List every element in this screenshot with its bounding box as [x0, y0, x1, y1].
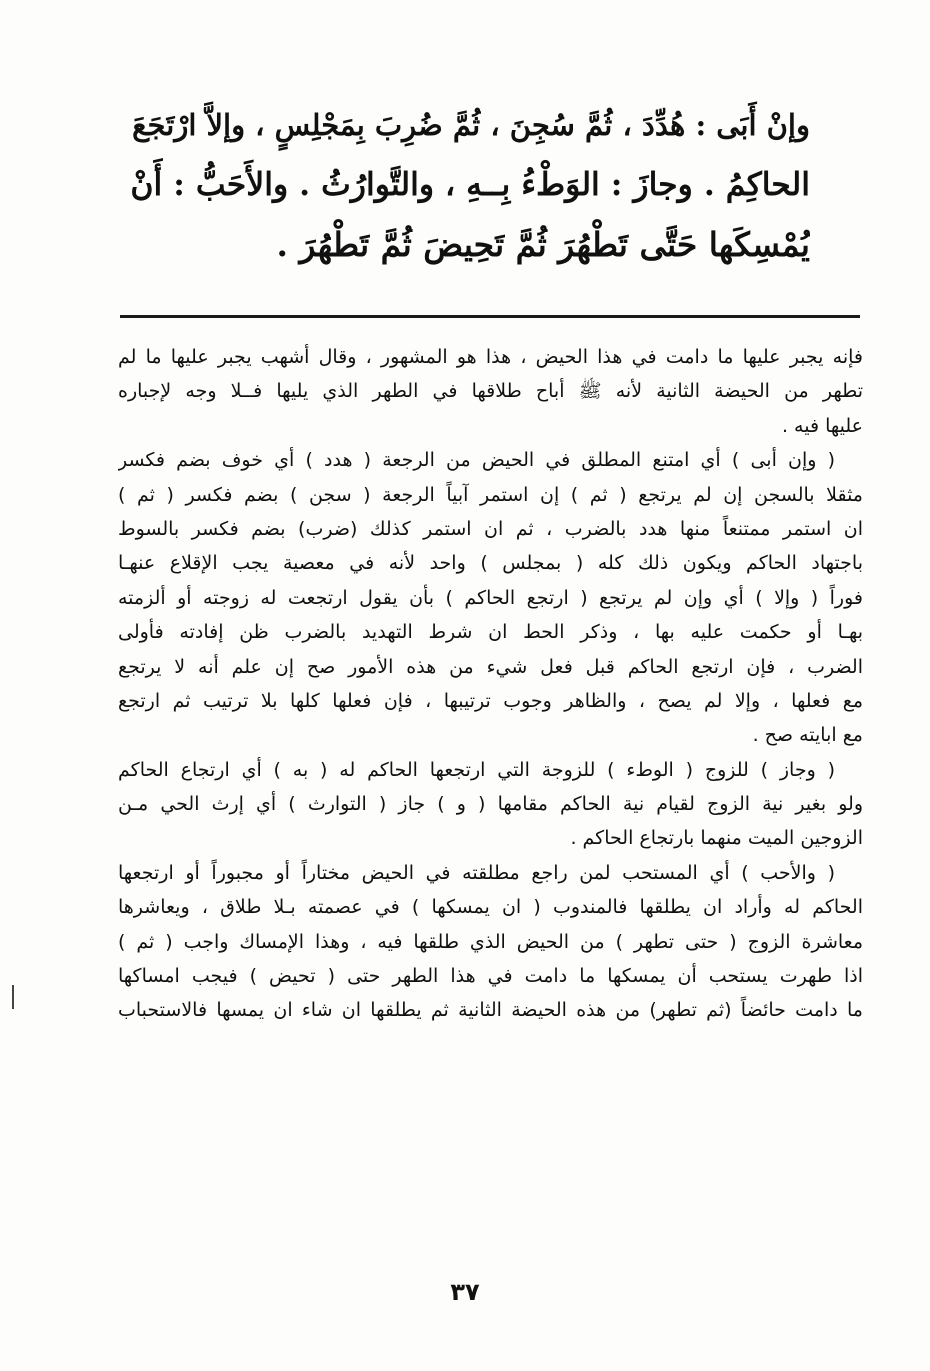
margin-mark — [12, 985, 14, 1009]
page-number: ٣٧ — [450, 1278, 480, 1306]
commentary-text-block — [118, 340, 863, 1028]
commentary-line: باجتهاد الحاكم ويكون ذلك كله ( بمجلس ) واحد لأنه في معصية يجب الإقلاع عنهـا — [118, 552, 863, 575]
separator-rule — [120, 315, 860, 318]
commentary-line: عليها فيه . — [781, 414, 863, 437]
commentary-line: تطهر من الحيضة الثانية لأنه ﷺ أباح طلاقها في الطهر الذي يليها فــلا وجه لإجباره — [118, 380, 863, 403]
commentary-line: ( وجاز ) للزوج ( الوطء ) للزوجة التي ارتجعها الحاكم له ( به ) أي ارتجاع الحاكم — [118, 758, 835, 781]
commentary-line: مثقلا بالسجن إن لم يرتجع ( ثم ) إن استمر آبياً الرجعة ( سجن ) بضم فكسر ( ثم ) — [118, 483, 863, 506]
commentary-line: ( وإن أبى ) أي امتنع المطلق في الحيض من الرجعة ( هدد ) أي خوف بضم فكسر — [118, 449, 835, 472]
commentary-line: الزوجين الميت منهما بارتجاع الحاكم . — [570, 827, 863, 850]
commentary-line: ما دامت حائضاً (ثم تطهر) من هذه الحيضة الثانية ثم يطلقها ان شاء ان يمسها فالاستحباب — [118, 999, 863, 1022]
commentary-line: اذا طهرت يستحب أن يمسكها ما دامت في هذا الطهر حتى ( تحيض ) فيجب امساكها — [118, 965, 863, 988]
commentary-line: مع ابايته صح . — [752, 724, 863, 747]
commentary-line: معاشرة الزوج ( حتى تطهر ) من الحيض الذي طلقها فيه ، وهذا الإمساك واجب ( ثم ) — [118, 930, 863, 953]
commentary-line: الحاكم له وأراد ان يطلقها فالمندوب ( ان يمسكها ) في عصمته بـلا طلاق ، ويعاشرها — [118, 896, 863, 919]
commentary-line: ( والأحب ) أي المستحب لمن راجع مطلقته في الحيض مختاراً أو مجبوراً أو ارتجعها — [118, 861, 835, 884]
matn-line: وإنْ أَبَى : هُدِّدَ ، ثُمَّ سُجِنَ ، ثُمَّ ضُرِبَ بِمَجْلِسٍ ، وإلاَّ ارْتَجَعَ — [132, 108, 810, 142]
commentary-line: مع فعلها ، وإلا لم يصح ، والظاهر وجوب ترتيبها ، فإن فعلها كلها بلا ترتيب ثم ارتجع — [118, 689, 863, 712]
matn-text-block — [130, 95, 810, 275]
matn-line: يُمْسِكَها حَتَّى تَطْهُرَ ثُمَّ تَحِيضَ ثُمَّ تَطْهُرَ . — [276, 225, 810, 264]
matn-line: الحاكِمُ . وجازَ : الوَطْءُ بِــهِ ، والتَّوارُثُ . والأَحَبُّ : أَنْ — [130, 166, 810, 203]
commentary-line: فوراً ( وإلا ) أي وإن لم يرتجع ( ارتجع الحاكم ) بأن يقول ارتجعت له زوجته أو ألزمته — [118, 586, 863, 609]
commentary-line: بهـا أو حكمت عليه بها ، وذكر الحط ان شرط التهديد بالضرب ظن إفادته فأولى — [118, 621, 863, 644]
commentary-line: فإنه يجبر عليها ما دامت في هذا الحيض ، هذا هو المشهور ، وقال أشهب يجبر عليها ما لم — [118, 346, 863, 368]
commentary-line: ان استمر ممتنعاً منها هدد بالضرب ، ثم ان استمر كذلك (ضرب) بضم فكسر بالسوط — [118, 517, 863, 540]
commentary-line: ولو بغير نية الزوج لقيام نية الحاكم مقامها ( و ) جاز ( التوارث ) أي إرث الحي مـن — [118, 793, 863, 816]
commentary-line: الضرب ، فإن ارتجع الحاكم قبل فعل شيء من هذه الأمور صح إن علم أنه لا يرتجع — [118, 655, 863, 678]
